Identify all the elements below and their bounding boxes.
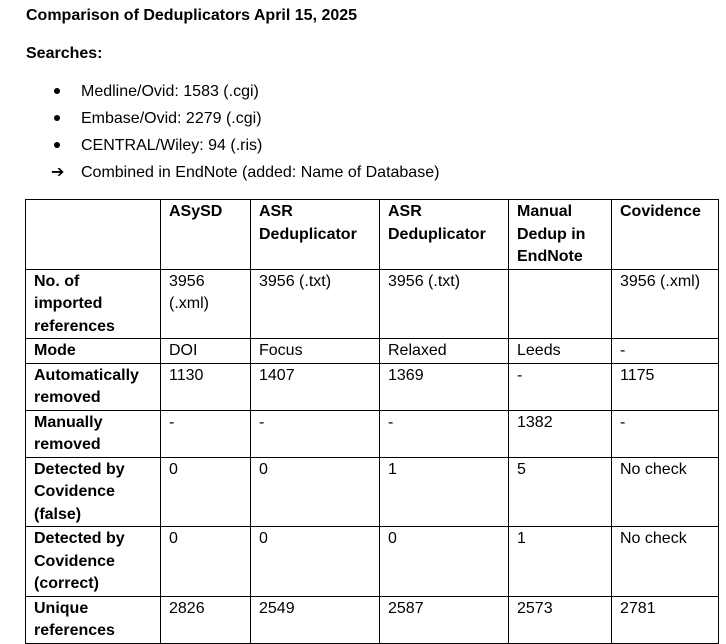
column-header-asr-focus: ASR Deduplicator bbox=[251, 200, 380, 270]
table-cell: 3956 (.txt) bbox=[380, 269, 509, 339]
table-cell: 2549 bbox=[251, 596, 380, 643]
table-cell: 0 bbox=[251, 527, 380, 597]
column-header-asysd: ASySD bbox=[161, 200, 251, 270]
table-cell: - bbox=[380, 410, 509, 457]
table-cell: 1369 bbox=[380, 363, 509, 410]
row-label: Unique references bbox=[26, 596, 161, 643]
table-cell: - bbox=[612, 410, 719, 457]
arrow-right-icon: ➔ bbox=[51, 164, 65, 181]
table-row bbox=[26, 269, 719, 339]
table-row bbox=[26, 339, 719, 364]
table-cell: 1 bbox=[380, 457, 509, 527]
table-cell: Leeds bbox=[509, 339, 612, 364]
table-cell: - bbox=[251, 410, 380, 457]
table-cell: 1407 bbox=[251, 363, 380, 410]
table-cell: - bbox=[612, 339, 719, 364]
bullet-icon bbox=[51, 109, 71, 129]
table-cell: 2573 bbox=[509, 596, 612, 643]
table-cell: 0 bbox=[251, 457, 380, 527]
table-cell: No check bbox=[612, 527, 719, 597]
table-header-row bbox=[26, 200, 719, 270]
bullet-icon bbox=[51, 136, 71, 156]
table-cell: 3956 (.xml) bbox=[161, 269, 251, 339]
table-cell: 1382 bbox=[509, 410, 612, 457]
table-cell: DOI bbox=[161, 339, 251, 364]
search-item-text: Embase/Ovid: 2279 (.cgi) bbox=[81, 110, 262, 127]
search-item-text: Combined in EndNote (added: Name of Database) bbox=[81, 164, 440, 181]
row-label: Detected by Covidence (false) bbox=[26, 457, 161, 527]
table-cell: Focus bbox=[251, 339, 380, 364]
row-label: Manually removed bbox=[26, 410, 161, 457]
table-cell: 1 bbox=[509, 527, 612, 597]
table-row bbox=[26, 410, 719, 457]
table-row bbox=[26, 457, 719, 527]
table-cell: 0 bbox=[161, 527, 251, 597]
table-row bbox=[26, 596, 719, 643]
table-cell: 0 bbox=[380, 527, 509, 597]
table-cell: 2587 bbox=[380, 596, 509, 643]
comparison-table bbox=[25, 199, 719, 644]
table-cell: - bbox=[509, 363, 612, 410]
document-title: Comparison of Deduplicators April 15, 2025 bbox=[26, 7, 358, 24]
table-cell: 3956 (.xml) bbox=[612, 269, 719, 339]
table-cell: - bbox=[161, 410, 251, 457]
table-cell: 1175 bbox=[612, 363, 719, 410]
table-cell: 0 bbox=[161, 457, 251, 527]
table-cell: Relaxed bbox=[380, 339, 509, 364]
column-header-asr-relaxed: ASR Deduplicator bbox=[380, 200, 509, 270]
table-cell: 1130 bbox=[161, 363, 251, 410]
table-cell: 2781 bbox=[612, 596, 719, 643]
table-cell: No check bbox=[612, 457, 719, 527]
searches-heading: Searches: bbox=[26, 45, 103, 62]
column-header-manual-endnote: Manual Dedup in EndNote bbox=[509, 200, 612, 270]
row-label: Automatically removed bbox=[26, 363, 161, 410]
table-cell: 3956 (.txt) bbox=[251, 269, 380, 339]
search-item-text: Medline/Ovid: 1583 (.cgi) bbox=[81, 83, 259, 100]
row-label: Detected by Covidence (correct) bbox=[26, 527, 161, 597]
search-item-text: CENTRAL/Wiley: 94 (.ris) bbox=[81, 137, 263, 154]
column-header-covidence: Covidence bbox=[612, 200, 719, 270]
table-row bbox=[26, 363, 719, 410]
column-header-empty bbox=[26, 200, 161, 270]
table-cell: 2826 bbox=[161, 596, 251, 643]
table-cell: 5 bbox=[509, 457, 612, 527]
table-row bbox=[26, 527, 719, 597]
row-label: No. of imported references bbox=[26, 269, 161, 339]
table-cell bbox=[509, 269, 612, 339]
bullet-icon bbox=[51, 82, 71, 102]
row-label: Mode bbox=[26, 339, 161, 364]
